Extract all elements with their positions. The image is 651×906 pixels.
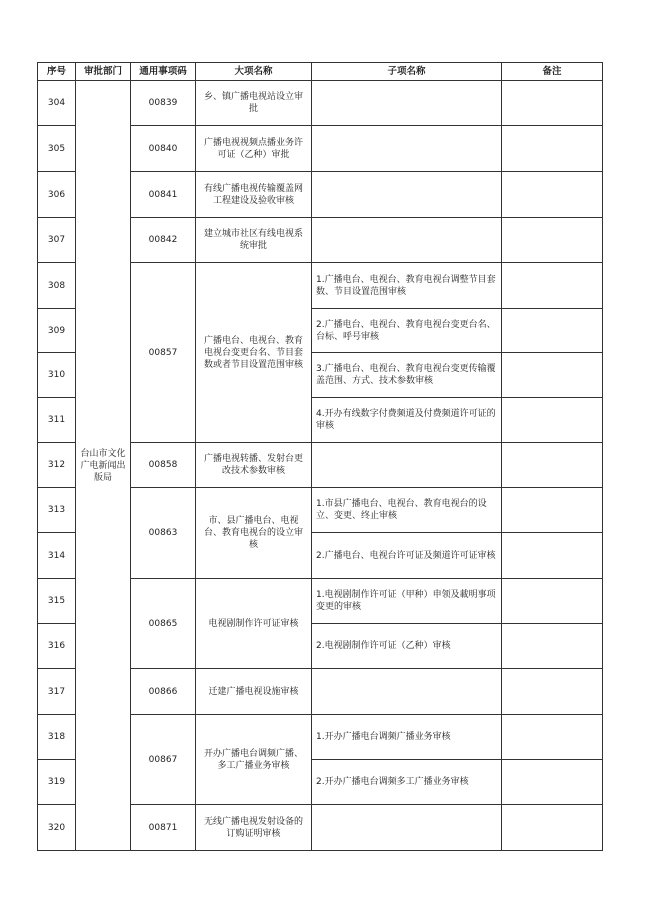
row-code: 00866: [131, 669, 196, 715]
row-no: 314: [38, 533, 76, 579]
row-remarks: [502, 172, 603, 218]
row-remarks: [502, 309, 603, 353]
row-no: 317: [38, 669, 76, 715]
row-remarks: [502, 443, 603, 488]
row-no: 304: [38, 81, 76, 126]
header-no: 序号: [38, 63, 76, 81]
row-sub-item: [312, 669, 502, 715]
header-department: 审批部门: [76, 63, 131, 81]
row-no: 306: [38, 172, 76, 218]
approval-items-table: [37, 62, 603, 851]
row-sub-item: [312, 805, 502, 851]
row-major-item: 建立城市社区有线电视系统审批: [196, 218, 312, 263]
row-sub-item: 4.开办有线数字付费频道及付费频道许可证的审核: [312, 398, 502, 443]
row-remarks: [502, 624, 603, 669]
row-sub-item: 1.开办广播电台调频广播业务审核: [312, 715, 502, 760]
row-no: 316: [38, 624, 76, 669]
row-no: 312: [38, 443, 76, 488]
row-remarks: [502, 488, 603, 533]
row-code: 00857: [131, 263, 196, 443]
row-sub-item: 2.开办广播电台调频多工广播业务审核: [312, 760, 502, 805]
table-row: [38, 81, 603, 126]
row-code: 00839: [131, 81, 196, 126]
row-sub-item: [312, 126, 502, 172]
row-major-item: 开办广播电台调频广播、多工广播业务审核: [196, 715, 312, 805]
row-sub-item: 1.电视剧制作许可证（甲种）申领及載明事项变更的审核: [312, 579, 502, 624]
row-major-item: 市、县广播电台、电视台、教育电视台的设立审核: [196, 488, 312, 579]
row-no: 319: [38, 760, 76, 805]
row-remarks: [502, 353, 603, 398]
row-code: 00840: [131, 126, 196, 172]
row-major-item: 电视剧制作许可证审核: [196, 579, 312, 669]
row-remarks: [502, 398, 603, 443]
row-no: 313: [38, 488, 76, 533]
row-remarks: [502, 263, 603, 309]
row-no: 320: [38, 805, 76, 851]
row-major-item: 无线广播电视发射设备的订购证明审核: [196, 805, 312, 851]
department-cell: 台山市文化广电新闻出版局: [76, 81, 131, 851]
row-sub-item: [312, 172, 502, 218]
row-remarks: [502, 760, 603, 805]
row-code: 00867: [131, 715, 196, 805]
row-code: 00842: [131, 218, 196, 263]
row-remarks: [502, 81, 603, 126]
row-major-item: 广播电台、电视台、教育电视台变更台名、节目套数或者节目设置范围审核: [196, 263, 312, 443]
row-sub-item: 2.电视剧制作许可证（乙种）审核: [312, 624, 502, 669]
row-sub-item: 1.市县广播电台、电视台、教育电视台的设立、变更、终止审核: [312, 488, 502, 533]
row-major-item: 广播电视转播、发射台更改技术参数审核: [196, 443, 312, 488]
row-no: 307: [38, 218, 76, 263]
row-sub-item: [312, 443, 502, 488]
row-sub-item: [312, 218, 502, 263]
row-no: 311: [38, 398, 76, 443]
row-no: 309: [38, 309, 76, 353]
row-sub-item: 2.广播电台、电视台许可证及频道许可证审核: [312, 533, 502, 579]
row-sub-item: 3.广播电台、电视台、教育电视台变更传输覆盖范围、方式、技术参数审核: [312, 353, 502, 398]
row-no: 315: [38, 579, 76, 624]
row-remarks: [502, 715, 603, 760]
row-major-item: 有线广播电视传输覆盖网工程建设及验收审核: [196, 172, 312, 218]
row-remarks: [502, 669, 603, 715]
row-remarks: [502, 805, 603, 851]
table-header-row: [38, 63, 603, 81]
row-no: 305: [38, 126, 76, 172]
row-remarks: [502, 579, 603, 624]
row-remarks: [502, 126, 603, 172]
row-major-item: 乡、镇广播电视站设立审批: [196, 81, 312, 126]
row-no: 308: [38, 263, 76, 309]
row-no: 318: [38, 715, 76, 760]
row-code: 00858: [131, 443, 196, 488]
row-major-item: 广播电视视频点播业务许可证（乙种）审批: [196, 126, 312, 172]
header-code: 通用事项码: [131, 63, 196, 81]
row-sub-item: 1.广播电台、电视台、教育电视台调整节目套数、节目设置范围审核: [312, 263, 502, 309]
row-remarks: [502, 218, 603, 263]
row-code: 00841: [131, 172, 196, 218]
row-sub-item: 2.广播电台、电视台、教育电视台变更台名、台标、呼号审核: [312, 309, 502, 353]
row-sub-item: [312, 81, 502, 126]
row-code: 00871: [131, 805, 196, 851]
row-remarks: [502, 533, 603, 579]
row-major-item: 迁建广播电视设施审核: [196, 669, 312, 715]
row-code: 00865: [131, 579, 196, 669]
header-sub-item: 子项名称: [312, 63, 502, 81]
row-code: 00863: [131, 488, 196, 579]
header-remarks: 备注: [502, 63, 603, 81]
row-no: 310: [38, 353, 76, 398]
header-major-item: 大项名称: [196, 63, 312, 81]
